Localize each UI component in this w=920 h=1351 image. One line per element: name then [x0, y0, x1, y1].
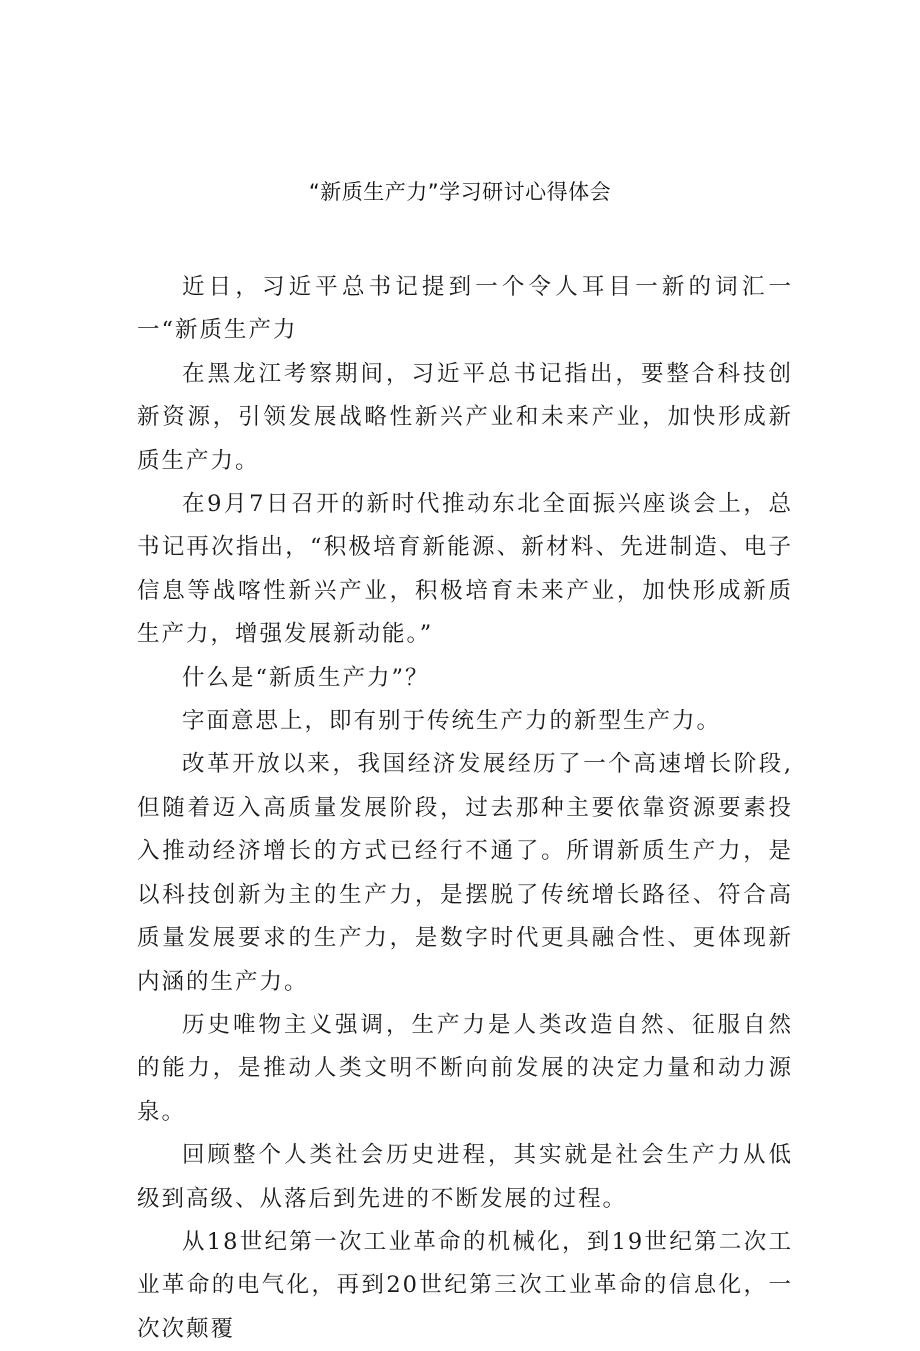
paragraph-5: 字面意思上，即有别于传统生产力的新型生产力。	[182, 708, 722, 735]
paragraph-2: 在黑龙江考察期间，习近平总书记指出，要整合科技创新资源，引领发展战略性新兴产业和未来产业，加快形成新质生产力。	[137, 360, 793, 474]
paragraph-9: 从18世纪第一次工业革命的机械化，到19世纪第二次工业革命的电气化，再到20世纪第三次工业革命的信息化，一次次颠覆	[137, 1228, 793, 1342]
document-title: “新质生产力”学习研讨心得体会	[308, 180, 612, 204]
paragraph-6: 改革开放以来，我国经济发展经历了一个高速增长阶段,但随着迈入高质量发展阶段，过去那种主要依靠资源要素投入推动经济增长的方式已经行不通了。所谓新质生产力，是以科技创新为主的生产力，是摆脱了传统增长路径、符合高质量发展要求的生产力，是数字时代更具融合性、更体现新内涵的生产力。	[137, 751, 793, 995]
paragraph-1: 近日，习近平总书记提到一个令人耳目一新的词汇一一“新质生产力	[137, 274, 793, 344]
document-body	[137, 266, 793, 1351]
paragraph-8: 回顾整个人类社会历史进程，其实就是社会生产力从低级到高级、从落后到先进的不断发展的过程。	[137, 1142, 793, 1212]
paragraph-4: 什么是“新质生产力”？	[182, 664, 430, 691]
paragraph-3: 在9月7日召开的新时代推动东北全面振兴座谈会上，总书记再次指出，“积极培育新能源、新材料、先进制造、电子信息等战喀性新兴产业，积极培育未来产业，加快形成新质生产力，增强发展新动能。”	[137, 491, 793, 648]
paragraph-7: 历史唯物主义强调，生产力是人类改造自然、征服自然的能力，是推动人类文明不断向前发展的决定力量和动力源泉。	[137, 1011, 793, 1125]
